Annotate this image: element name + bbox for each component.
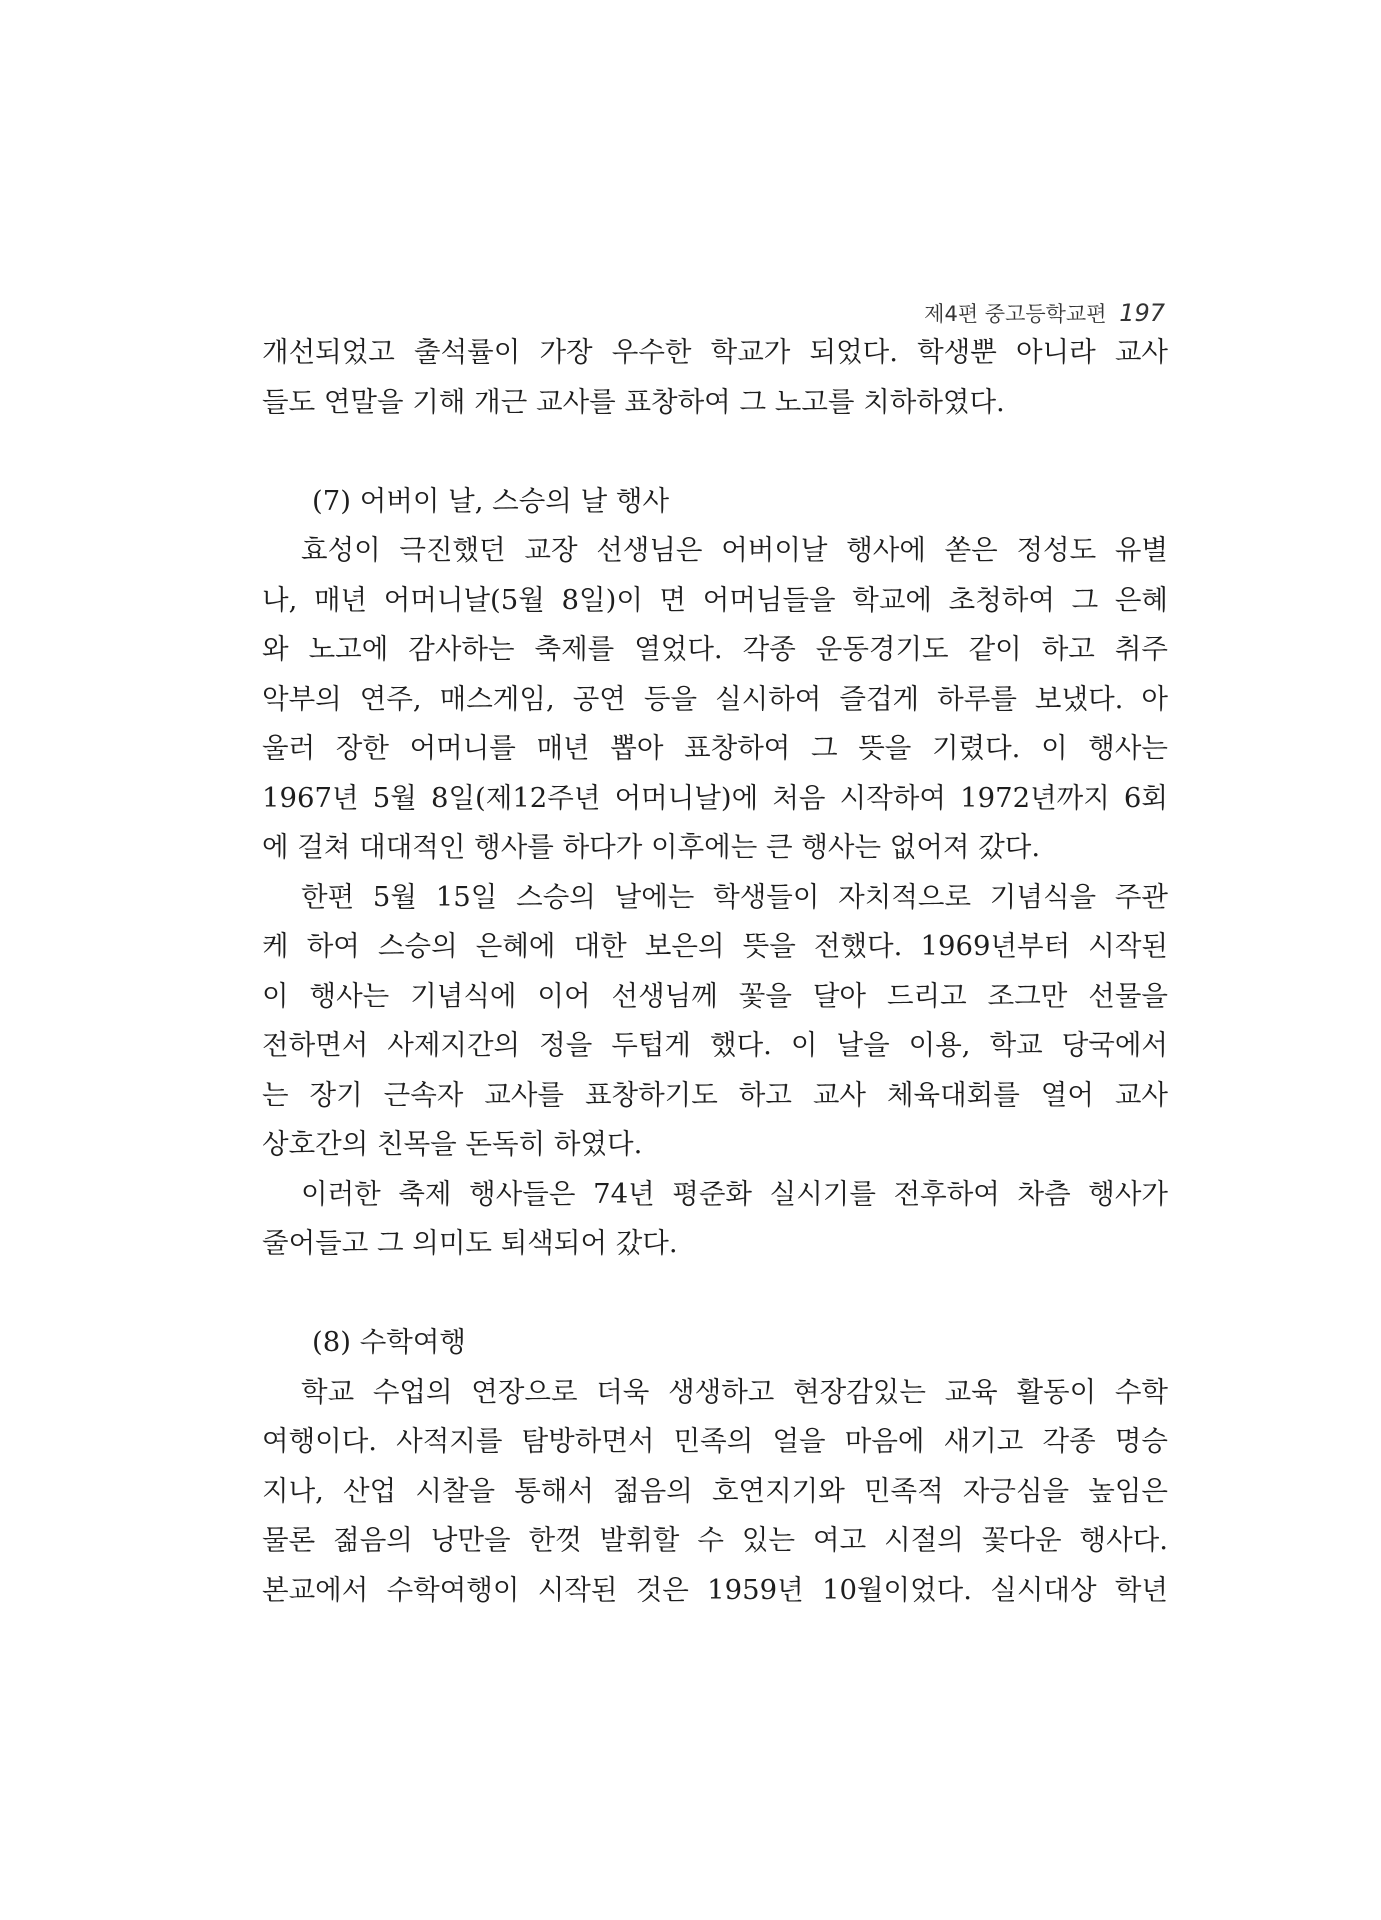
text-line: 상호간의 친목을 돈독히 하였다. [262, 1128, 643, 1160]
text-line: 효성이 극진했던 교장 선생님은 어버이날 행사에 쏟은 정성도 유별 [301, 534, 1168, 566]
text-line: 본교에서 수학여행이 시작된 것은 1959년 10월이었다. 실시대상 학년 [262, 1573, 1168, 1606]
text-line: 1967년 5월 8일(제12주년 어머니날)에 처음 시작하여 1972년까지 6회 [262, 781, 1168, 814]
text-line: 한편 5월 15일 스승의 날에는 학생들이 자치적으로 기념식을 주관 [301, 880, 1168, 913]
text-line: 들도 연말을 기해 개근 교사를 표창하여 그 노고를 치하하였다. [262, 385, 1005, 418]
text-line: 이러한 축제 행사들은 74년 평준화 실시기를 전후하여 차츰 행사가 [301, 1177, 1168, 1210]
section-7-heading: (7) 어버이 날, 스승의 날 행사 [312, 484, 670, 517]
text-line: 개선되었고 출석률이 가장 우수한 학교가 되었다. 학생뿐 아니라 교사 [262, 336, 1168, 368]
text-line: 물론 젊음의 낭만을 한껏 발휘할 수 있는 여고 시절의 꽃다운 행사다. [262, 1524, 1168, 1556]
text-line: 학교 수업의 연장으로 더욱 생생하고 현장감있는 교육 활동이 수학 [301, 1375, 1168, 1408]
text-line: 와 노고에 감사하는 축제를 열었다. 각종 운동경기도 같이 하고 취주 [262, 633, 1168, 665]
paragraph-4 [262, 1170, 1168, 1269]
text-line: 여행이다. 사적지를 탐방하면서 민족의 얼을 마음에 새기고 각종 명승 [262, 1425, 1168, 1457]
text-line: 줄어들고 그 의미도 퇴색되어 갔다. [262, 1227, 678, 1259]
paragraph-2 [262, 526, 1168, 873]
text-line: 악부의 연주, 매스게임, 공연 등을 실시하여 즐겁게 하루를 보냈다. 아 [262, 682, 1168, 715]
text-line: 지나, 산업 시찰을 통해서 젊음의 호연지기와 민족적 자긍심을 높임은 [262, 1474, 1168, 1507]
body-text [262, 328, 1168, 1615]
text-line: 울러 장한 어머니를 매년 뽑아 표창하여 그 뜻을 기렸다. 이 행사는 [262, 732, 1168, 764]
running-header [924, 298, 1165, 328]
text-line: 는 장기 근속자 교사를 표창하기도 하고 교사 체육대회를 열어 교사 [262, 1078, 1168, 1111]
paragraph-5 [262, 1368, 1168, 1616]
text-line: 에 걸쳐 대대적인 행사를 하다가 이후에는 큰 행사는 없어져 갔다. [262, 831, 1041, 863]
paragraph-3 [262, 873, 1168, 1170]
text-line: 전하면서 사제지간의 정을 두텁게 했다. 이 날을 이용, 학교 당국에서 [262, 1029, 1168, 1061]
section-8-heading: (8) 수학여행 [312, 1326, 466, 1358]
running-title: 제4편 중고등학교편 [924, 302, 1107, 326]
text-line: 나, 매년 어머니날(5월 8일)이 면 어머님들을 학교에 초청하여 그 은혜 [262, 583, 1168, 616]
text-line: 이 행사는 기념식에 이어 선생님께 꽃을 달아 드리고 조그만 선물을 [262, 979, 1168, 1012]
page-number: 197 [1119, 299, 1165, 327]
text-line: 케 하여 스승의 은혜에 대한 보은의 뜻을 전했다. 1969년부터 시작된 [262, 930, 1168, 962]
paragraph-1 [262, 328, 1168, 427]
